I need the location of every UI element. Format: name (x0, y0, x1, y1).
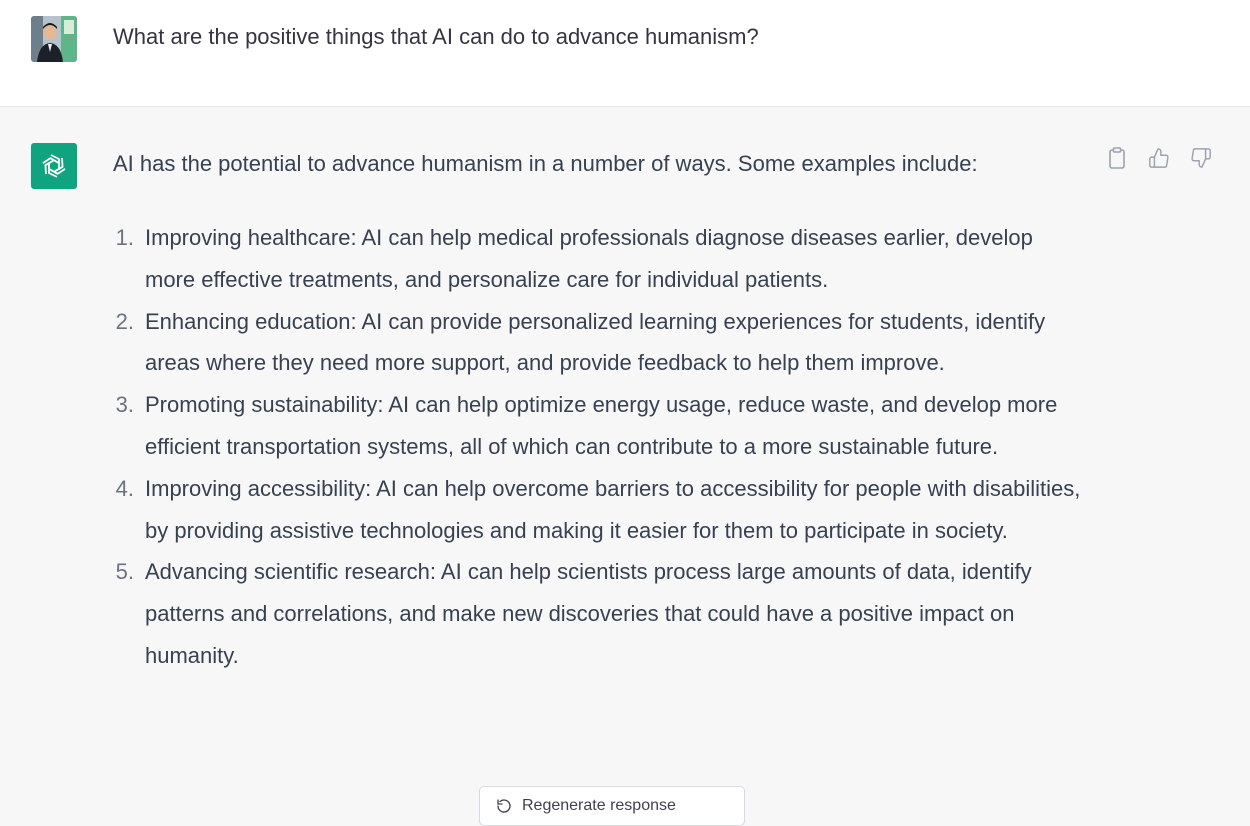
regenerate-button[interactable] (479, 786, 745, 826)
list-item (108, 301, 1083, 385)
thumbs-up-button[interactable] (1147, 146, 1171, 170)
clipboard-icon (1107, 147, 1127, 169)
regenerate-label: Regenerate response (522, 797, 676, 814)
list-item-text: Promoting sustainability: AI can help optimize energy usage, reduce waste, and develop more efficient transportation systems, all of which can contribute to a more sustainable future. (145, 392, 1058, 459)
message-actions (1105, 146, 1213, 170)
list-item (108, 551, 1083, 676)
assistant-intro-text: AI has the potential to advance humanism in a number of ways. Some examples include: (113, 151, 978, 176)
list-item-number: 2. (115, 308, 134, 334)
thumbs-up-icon (1148, 147, 1170, 169)
thumbs-down-icon (1190, 147, 1212, 169)
user-avatar (31, 16, 77, 62)
list-item-number: 1. (115, 225, 134, 250)
refresh-icon (496, 798, 512, 814)
user-message-row (0, 0, 1250, 107)
list-item-number: 4. (115, 475, 134, 501)
user-message-text: What are the positive things that AI can do to advance humanism? (113, 24, 759, 49)
list-item-text: Advancing scientific research: AI can help scientists process large amounts of data, identify patterns and correlations, and make new discoveries that could have a positive impact on humanity. (145, 559, 1032, 668)
answer-list (108, 217, 1083, 677)
list-item-text: Improving healthcare: AI can help medical professionals diagnose diseases earlier, develop more effective treatments, and personalize care for individual patients. (145, 225, 1033, 292)
list-item-number: 5. (115, 559, 134, 585)
list-item (108, 384, 1083, 468)
assistant-message-row (0, 108, 1250, 810)
list-item-text: Improving accessibility: AI can help overcome barriers to accessibility for people with disabilities, by providing assistive technologies and making it easier for them to participate in society. (145, 475, 1081, 543)
list-item-text: Enhancing education: AI can provide personalized learning experiences for students, identify areas where they need more support, and provide feedback to help them improve. (145, 308, 1046, 376)
thumbs-down-button[interactable] (1189, 146, 1213, 170)
list-item (108, 468, 1083, 552)
chatgpt-logo-icon (31, 143, 77, 189)
copy-button[interactable] (1105, 146, 1129, 170)
list-item-number: 3. (115, 392, 134, 418)
list-item (108, 217, 1083, 301)
